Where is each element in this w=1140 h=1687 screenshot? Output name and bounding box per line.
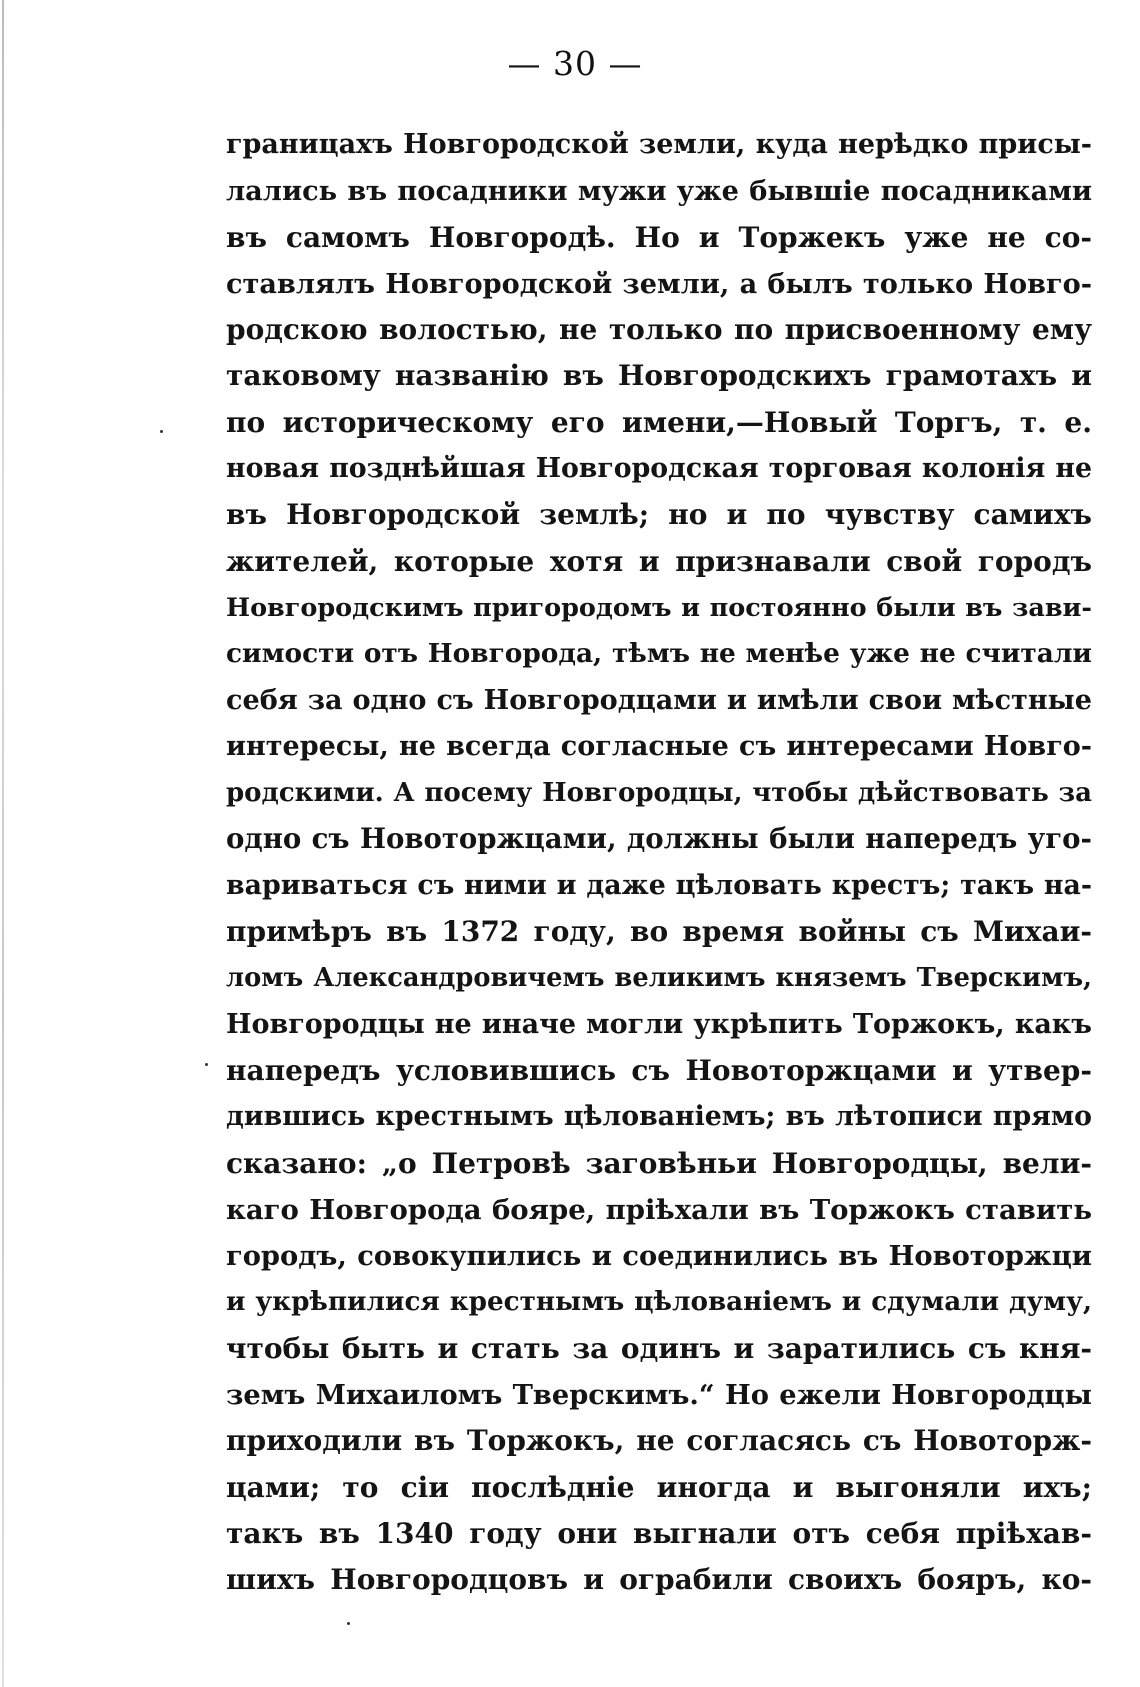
paper-speck [205,1063,208,1066]
text-line: въ Новгородской землѣ; но и по чувству самихъ [226,498,1092,532]
text-line: по историческому его имени,—Новый Торгъ, т. е. [226,405,1092,439]
text-line: каго Новгорода бояре, пріѣхали въ Торжокъ ставить [226,1193,1092,1226]
text-line: напередъ условившись съ Новоторжцами и утвер- [226,1053,1092,1087]
paper-speck [347,1622,350,1625]
text-line: примѣръ въ 1372 году, во время войны съ Михаи- [226,915,1092,949]
text-line: интересы, не всегда согласные съ интересами Новго- [226,730,1092,762]
text-line: родскою волостью, не только по присвоенному ему [226,313,1092,347]
text-line: новая позднѣйшая Новгородская торговая колонія не [226,453,1092,485]
text-line: таковому названію въ Новгородскихъ грамотахъ и [226,359,1092,393]
text-line: ставлялъ Новгородской земли, а былъ только Новго- [226,267,1092,300]
text-line: цами; то сіи послѣдніе иногда и выгоняли ихъ; [226,1470,1092,1504]
page-edge-shadow [2,0,4,1687]
text-line: границахъ Новгородской земли, куда нерѣдко присы- [226,129,1092,160]
page-number: — 30 — [507,44,643,83]
text-line: себя за одно съ Новгородцами и имѣли свои мѣстные [226,684,1092,716]
text-line: лались въ посадники мужи уже бывшіе посадниками [226,175,1092,208]
text-line: родскими. А посему Новгородцы, чтобы дѣйствовать за [226,778,1092,809]
text-line: симости отъ Новгорода, тѣмъ не менѣе уже не считали [226,638,1092,670]
text-line: чтобы быть и стать за одинъ и заратились съ кня- [226,1331,1092,1365]
text-line: дившись крестнымъ цѣлованіемъ; въ лѣтописи прямо [226,1101,1092,1133]
text-line: такъ въ 1340 году они выгнали отъ себя пріѣхав- [226,1516,1092,1550]
text-line: вариваться съ ними и даже цѣловать крестъ; такъ на- [226,869,1092,901]
text-line: приходили въ Торжокъ, не согласясь съ Новоторж- [226,1424,1092,1458]
text-line: жителей, которые хотя и признавали свой городъ [226,544,1092,578]
paper-speck [160,430,163,433]
text-line: Новгородскимъ пригородомъ и постоянно были въ зави- [226,592,1092,623]
text-line: въ самомъ Новгородѣ. Но и Торжекъ уже не со- [226,220,1092,254]
text-line: ломъ Александровичемъ великимъ княземъ Тверскимъ, [226,963,1092,994]
text-line: городъ, совокупились и соединились въ Новоторжци [226,1240,1092,1273]
body-text [226,122,1092,1604]
text-line: и укрѣпилися крестнымъ цѣлованіемъ и сдумали думу, [226,1286,1092,1318]
text-line: сказано: „о Петровѣ заговѣньи Новгородцы, вели- [226,1146,1092,1180]
text-line: одно съ Новоторжцами, должны были напередъ уго- [226,823,1092,856]
text-line: Новгородцы не иначе могли укрѣпить Торжокъ, какъ [226,1008,1092,1040]
text-line: шихъ Новгородцовъ и ограбили своихъ бояръ, ко- [226,1563,1092,1597]
text-line: земъ Михаиломъ Тверскимъ.“ Но ежели Новгородцы [226,1379,1092,1412]
